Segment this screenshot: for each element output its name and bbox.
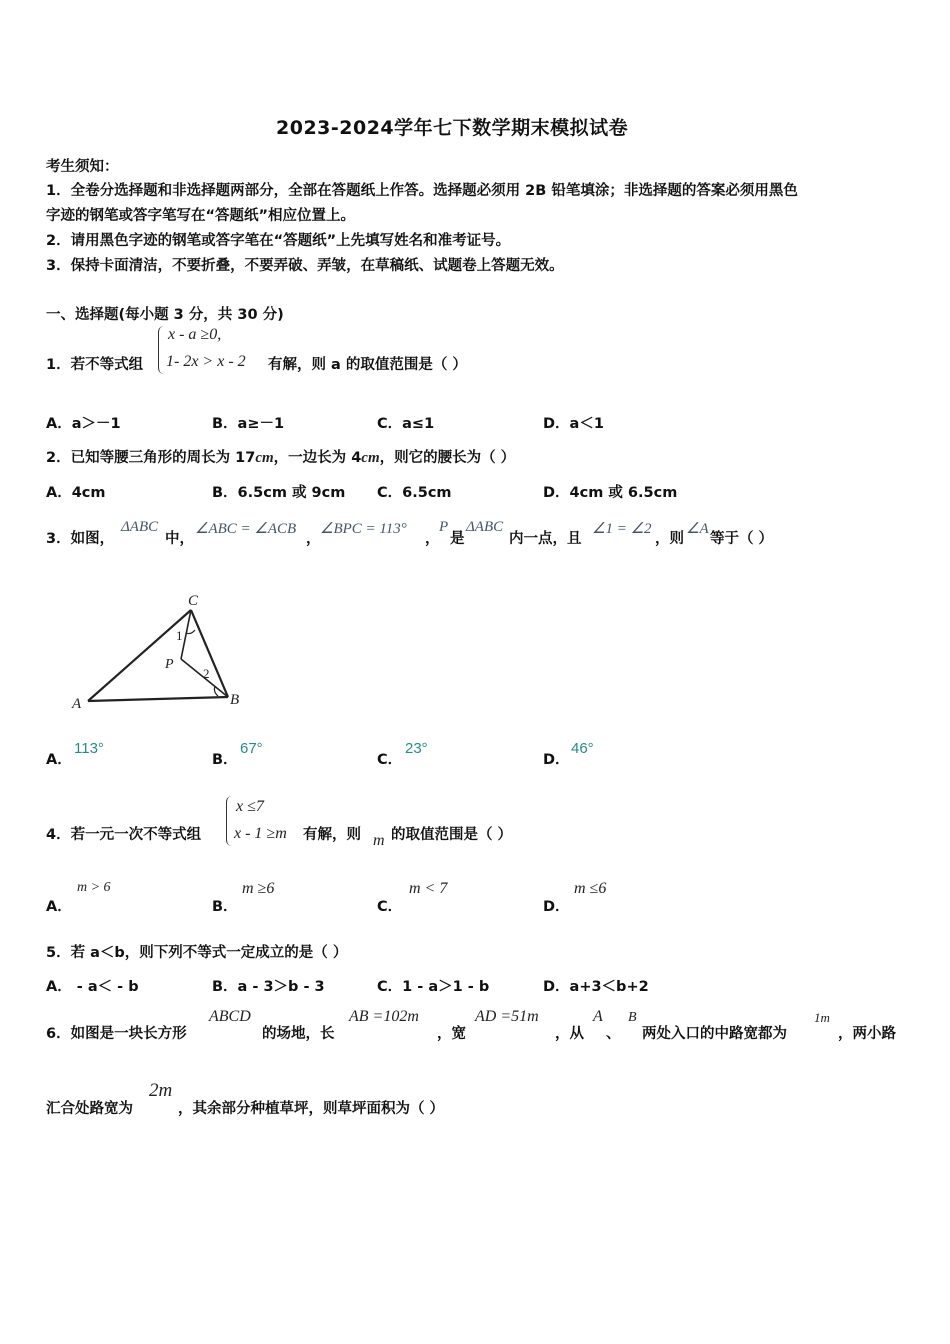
q4-option-a-value: m > 6 xyxy=(77,880,111,895)
q1-brace xyxy=(158,326,165,374)
q3-option-d-value: 46° xyxy=(571,740,594,757)
q4-suffix: 的取值范围是（ ） xyxy=(391,827,513,843)
q6-text-4: 、 xyxy=(606,1026,621,1042)
q1-inequality-system xyxy=(158,326,270,376)
q3-text-4: 是 xyxy=(450,531,465,547)
q3-text-7: 等于（ ） xyxy=(710,531,774,547)
q1-option-a: A．a＞－1 xyxy=(46,416,121,432)
q2-option-d: D．4cm 或 6.5cm xyxy=(543,485,678,501)
q4-option-c-value: m < 7 xyxy=(409,880,448,897)
q3-option-a-letter: A． xyxy=(46,752,72,768)
page-title: 2023-2024学年七下数学期末模拟试卷 xyxy=(276,117,629,139)
q1-suffix: 有解，则 a 的取值范围是（ ） xyxy=(268,357,467,373)
q6-point-b: B xyxy=(628,1010,637,1025)
q2-text-c: ，则它的腰长为（ ） xyxy=(379,450,516,466)
notice-line-1b: 字迹的钢笔或答字笔写在“答题纸”相应位置上。 xyxy=(46,208,356,224)
q4-option-a-letter: A． xyxy=(46,899,72,915)
q3-math-2: ∠ABC = ∠ACB xyxy=(195,521,297,537)
q6-prefix: 6．如图是一块长方形 xyxy=(46,1026,187,1042)
q4-inequality-system xyxy=(226,796,306,848)
q3-option-b-value: 67° xyxy=(240,740,263,757)
q1-option-c: C．a≤1 xyxy=(377,416,435,432)
q6-abcd: ABCD xyxy=(209,1008,251,1025)
q6-text-5: 两处入口的中路宽都为 xyxy=(642,1026,787,1042)
q3-option-c-letter: C． xyxy=(377,752,403,768)
q4-option-b-letter: B． xyxy=(212,899,238,915)
q4-sys-line-2: x - 1 ≥m xyxy=(234,825,287,842)
q2-option-c: C．6.5cm xyxy=(377,485,452,501)
q3-option-a-value: 113° xyxy=(74,740,104,757)
label-angle-2: 2 xyxy=(203,666,210,681)
q3-triangle-figure xyxy=(64,588,264,718)
q6-ad-width: AD =51m xyxy=(475,1008,539,1025)
q4-brace xyxy=(226,796,233,846)
q4-mid: 有解，则 xyxy=(303,827,361,843)
q4-option-c-letter: C． xyxy=(377,899,403,915)
q6-line2-suffix: ，其余部分种植草坪，则草坪面积为（ ） xyxy=(178,1101,445,1117)
q6-text-6: ，两小路 xyxy=(838,1026,896,1042)
label-p: P xyxy=(165,657,174,672)
section-heading: 一、选择题(每小题 3 分，共 30 分) xyxy=(46,307,284,323)
q4-prefix: 4．若一元一次不等式组 xyxy=(46,827,202,843)
q2-unit-1: cm xyxy=(255,450,274,466)
side-bc xyxy=(191,610,228,697)
q2-option-a: A．4cm xyxy=(46,485,106,501)
notice-line-2: 2．请用黑色字迹的钢笔或答字笔在“答题纸”上先填写姓名和准考证号。 xyxy=(46,233,511,249)
side-ac xyxy=(88,610,191,701)
q1-option-d: D．a＜1 xyxy=(543,416,604,432)
q1-sys-line-1: x - a ≥0, xyxy=(168,326,222,343)
q4-option-d-letter: D． xyxy=(543,899,570,915)
label-b: B xyxy=(230,692,240,708)
label-a: A xyxy=(72,696,82,712)
q3-option-b-letter: B． xyxy=(212,752,238,768)
q1-prefix: 1．若不等式组 xyxy=(46,357,144,373)
q6-point-a: A xyxy=(593,1008,603,1025)
q4-variable-m: m xyxy=(373,832,385,849)
q6-junction-width: 2m xyxy=(149,1080,173,1101)
notice-line-3: 3．保持卡面清洁，不要折叠，不要弄破、弄皱，在草稿纸、试题卷上答题无效。 xyxy=(46,258,564,274)
q6-text-3: ，从 xyxy=(555,1026,584,1042)
q1-option-b: B．a≥－1 xyxy=(212,416,285,432)
q5-option-d: D．a+3＜b+2 xyxy=(543,979,649,995)
q5-option-b: B．a - 3＞b - 3 xyxy=(212,979,325,995)
q5-option-c: C．1 - a＞1 - b xyxy=(377,979,490,995)
q3-text-3: ， xyxy=(425,531,440,547)
label-c: C xyxy=(188,593,199,609)
q3-option-c-value: 23° xyxy=(405,740,428,757)
q3-text-1: 中， xyxy=(165,531,194,547)
q6-text-2: ，宽 xyxy=(437,1026,466,1042)
q3-text-2: ， xyxy=(306,531,321,547)
q2-text-a: 2．已知等腰三角形的周长为 17 xyxy=(46,450,256,466)
q1-sys-line-2: 1- 2x > x - 2 xyxy=(166,353,246,370)
notice-line-1a: 1．全卷分选择题和非选择题两部分，全部在答题纸上作答。选择题必须用 2B 铅笔填涂；非选择题的答案必须用黑色 xyxy=(46,183,798,199)
q4-option-d-value: m ≤6 xyxy=(574,880,607,897)
q6-road-width: 1m xyxy=(814,1010,830,1025)
q3-text-5: 内一点，且 xyxy=(509,531,582,547)
q3-math-4: P xyxy=(439,519,449,535)
q5-option-a: A． - a＜ - b xyxy=(46,979,139,995)
q3-math-7: ∠A xyxy=(686,521,709,537)
q4-option-b-value: m ≥6 xyxy=(242,880,275,897)
q3-option-d-letter: D． xyxy=(543,752,570,768)
q3-prefix: 3．如图， xyxy=(46,531,115,547)
label-angle-1: 1 xyxy=(176,628,183,643)
q6-ab-length: AB =102m xyxy=(349,1008,419,1025)
q6-text-1: 的场地，长 xyxy=(262,1026,335,1042)
q2-option-b: B．6.5cm 或 9cm xyxy=(212,485,346,501)
q6-line2-prefix: 汇合处路宽为 xyxy=(46,1101,133,1117)
q2-question xyxy=(46,446,515,467)
q3-math-3: ∠BPC = 113° xyxy=(320,521,407,537)
q2-unit-2: cm xyxy=(361,450,380,466)
notice-heading: 考生须知： xyxy=(46,159,119,175)
q3-text-6: ，则 xyxy=(655,531,684,547)
q3-math-1: ΔABC xyxy=(121,519,159,535)
q5-question: 5．若 a＜b，则下列不等式一定成立的是（ ） xyxy=(46,945,348,961)
side-ab xyxy=(88,697,228,701)
q3-math-6: ∠1 = ∠2 xyxy=(592,521,652,537)
q2-text-b: ，一边长为 4 xyxy=(273,450,362,466)
q3-math-5: ΔABC xyxy=(466,519,504,535)
q4-sys-line-1: x ≤7 xyxy=(236,798,264,815)
